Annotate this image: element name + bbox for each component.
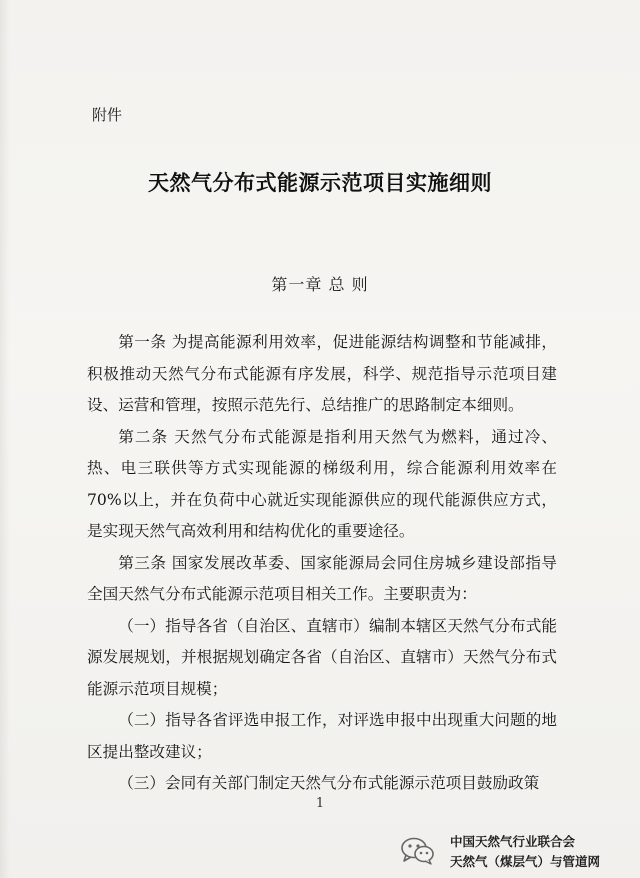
document-title: 天然气分布式能源示范项目实施细则 — [148, 170, 492, 195]
attachment-label: 附件 — [92, 106, 123, 124]
watermark-line-1: 中国天然气行业联合会 — [450, 834, 576, 849]
page-edge-shadow — [0, 0, 10, 878]
paragraph-article-2: 第二条 天然气分布式能源是指利用天然气为燃料，通过冷、热、电三联供等方式实现能源的梯级利用，综合能源利用效率在70%以上，并在负荷中心就近实现能源供应的现代能源供应方式，是实现天然气高效利用和结构优化的重要途径。 — [87, 427, 557, 540]
watermark — [398, 830, 634, 874]
paragraph-article-1: 第一条 为提高能源利用效率，促进能源结构调整和节能减排，积极推动天然气分布式能源有序发展，科学、规范指导示范项目建设、运营和管理，按照示范先行、总结推广的思路制定本细则。 — [87, 333, 557, 414]
chapter-heading: 第一章 总 则 — [271, 275, 369, 294]
paragraph-item-2: （二）指导各省评选申报工作，对评选申报中出现重大问题的地区提出整改建议； — [87, 711, 557, 761]
watermark-line-2: 天然气（煤层气）与管道网 — [450, 854, 601, 869]
paragraph-article-3: 第三条 国家发展改革委、国家能源局会同住房城乡建设部指导全国天然气分布式能源示范项目相关工作。主要职责为： — [87, 553, 557, 603]
wechat-icon — [400, 836, 436, 866]
paragraph-item-1: （一）指导各省（自治区、直辖市）编制本辖区天然气分布式能源发展规划，并根据规划确定各省（自治区、直辖市）天然气分布式能源示范项目规模； — [87, 616, 557, 698]
document-body — [87, 327, 557, 800]
page-number: 1 — [315, 796, 325, 811]
paragraph-item-3: （三）会同有关部门制定天然气分布式能源示范项目鼓励政策 — [118, 774, 540, 792]
